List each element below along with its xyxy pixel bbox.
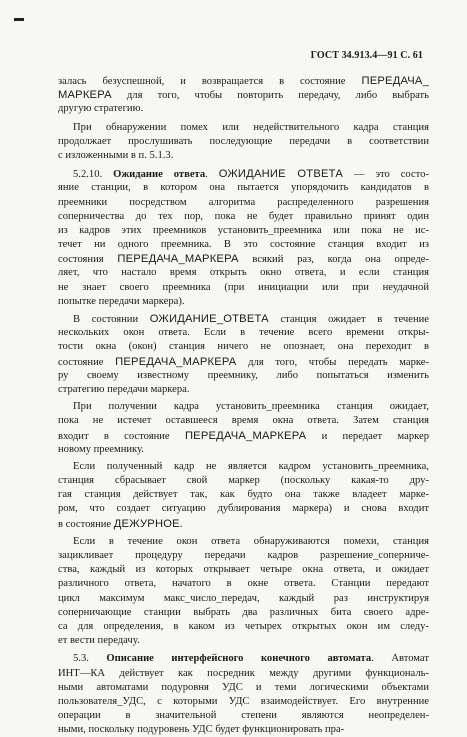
text-run: ными, поскольку подуровень УДС будет функционировать пра- [58,724,345,736]
paragraph [58,312,429,397]
text-run: продолжает прослушивать последующие передачи в соответствии [58,135,429,147]
text-line [58,723,429,737]
text-run: Если в течение окон ответа обнаруживаются помехи, станция [73,535,429,547]
text-run: преемники посредством алгоритма распределенного разрешения [58,196,429,208]
paragraph [58,74,429,117]
text-run: цикл максимум макс_число_передач, каждый раз инструктируя [58,592,429,604]
state-name: ПЕРЕДАЧА_МАРКЕРА [184,429,307,442]
text-line [58,74,429,88]
text-line [58,369,429,383]
text-line [58,121,429,135]
paragraph [58,121,429,164]
paragraph [58,535,429,649]
bold-heading: Ожидание ответа [113,169,206,181]
text-run: входит в состояние [58,430,185,442]
text-line [58,592,429,606]
text-line [58,681,429,695]
paragraph [58,167,429,309]
text-line [58,181,429,195]
running-head: ГОСТ 34.913.4—91 С. 61 [310,50,423,61]
text-line [58,517,429,531]
state-name: ПЕРЕДАЧА_МАРКЕРА [115,355,237,368]
text-run: соперничающие станции выбрать два различных бита своего адре- [58,606,429,618]
text-run: . [179,518,183,530]
text-run: яние станции, в котором она пытается упорядочить кандидатов в [58,182,429,194]
text-run: — это состо- [342,169,429,181]
text-run: другую стратегию. [58,103,144,115]
text-run: новому преемнику. [58,443,144,455]
text-run: в состояние [58,518,114,530]
state-name: ОЖИДАНИЕ ОТВЕТА [218,168,343,181]
text-run: . Автомат [371,653,429,665]
text-line [58,326,429,340]
text-run: зацикливает процедуру передачи кадров разрешение_соперниче- [58,550,429,561]
text-run: Если полученный кадр не является кадром установить_преемника, [73,460,429,472]
text-line [58,88,429,102]
text-run: состояние [58,356,116,368]
text-line [58,474,429,488]
text-line [58,695,429,709]
text-line [58,135,429,149]
text-run: течет ни одного преемника. В это состояние станция входит из [58,239,429,251]
text-run: стратегию передачи маркера. [58,383,190,395]
paragraph [58,652,429,737]
text-run: пока не истечет оставшееся время окна ответа. Затем станция [58,415,429,427]
text-line [58,577,429,591]
text-line [58,709,429,723]
text-line [58,196,429,210]
text-line [58,102,429,116]
text-run: са для определения, в каком из четырех открытых окон им следу- [58,620,429,632]
text-run: соперничества до тех пор, пока не будет правильно принят один [58,210,429,222]
text-line [58,563,429,577]
text-line [58,312,429,326]
text-line [58,400,429,414]
text-run: для того, чтобы повторить передачу, либо выбрать [111,90,429,102]
text-run: станция сбрасывает свой маркер (поскольку какая-то дру- [58,475,429,487]
corner-mark [14,18,24,21]
text-run: из кадров этих преемников установить_преемника или пока не ис- [58,224,429,236]
text-line [58,443,429,457]
text-run: операции в значительной степени являются неопределен- [58,710,429,722]
text-line [58,502,429,516]
text-line [58,652,429,666]
text-line [58,460,429,474]
bold-heading: Описание интерфейсного конечного автомата [106,653,372,665]
text-line [58,667,429,681]
text-run: попытке передачи маркера). [58,295,185,307]
text-run: ет вести передачу. [58,635,140,647]
text-run: нескольких окон ответа. Если в течение всего времени откры- [58,327,429,339]
text-run: залась безуспешной, и возвращается в состояние [58,76,362,87]
text-run: При обнаружении помех или недействительного кадра станция [73,121,429,133]
text-run: гая станция действует так, как будто она также владеет марке- [58,489,429,501]
text-run: состояния [58,254,118,266]
text-run: тости окна (окон) станция ничего не опознает, она переходит в [58,341,429,353]
text-run: 5.3. [73,653,107,665]
text-run: ства, каждый из которых открывает четыре окна ответа, и ожидает [58,564,429,576]
state-name: ПЕРЕДАЧА_ [361,75,429,87]
text-run: ными автоматами подуровня УДС и теми логическими объектами [58,681,429,693]
state-name: ДЕЖУРНОЕ [113,517,180,530]
paragraph [58,460,429,531]
text-line [58,295,429,309]
text-line [58,340,429,354]
text-line [58,167,429,181]
paragraph [58,400,429,457]
text-line [58,606,429,620]
text-run: всякий раз, когда она опреде- [238,254,429,266]
text-run: ру своему известному преемнику, либо попытаться изменить [58,369,429,381]
text-line [58,355,429,369]
text-run: для того, чтобы передать марке- [236,356,429,368]
text-run: 5.2.10. [73,169,114,181]
text-line [58,634,429,648]
text-line [58,383,429,397]
text-run: различного ответа, начатого в окне ответа. Станции передают [58,578,429,590]
text-run: . [205,169,219,181]
text-line [58,620,429,634]
text-run: станция ожидает в течение [268,314,429,325]
text-run: и передает маркер [306,430,429,442]
text-line [58,549,429,563]
text-line [58,414,429,428]
text-run: В состоянии [73,314,150,325]
text-run: ром, что создает ситуацию дублирования маркера) и снова входит [58,503,429,515]
text-run: с изложенными в п. 5.1.3. [58,149,174,161]
text-line [58,252,429,266]
state-name: МАРКЕРА [58,89,112,102]
text-run: ляет, что настало время открыть окно ответа, и если станция [58,267,429,279]
body-text [58,74,429,737]
text-line [58,488,429,502]
text-run: При получении кадра установить_преемника станция ожидает, [73,401,429,413]
text-line [58,429,429,443]
text-line [58,535,429,549]
text-line [58,266,429,280]
state-name: ОЖИДАНИЕ_ОТВЕТА [149,313,269,325]
text-run: ИНТ—КА действует как посредник между другими функциональ- [58,667,429,679]
text-line [58,149,429,163]
text-run: не знает своего преемника (при инициации или при неудачной [58,281,429,293]
text-line [58,238,429,252]
text-line [58,224,429,238]
text-line [58,210,429,224]
text-run: пользователя_УДС, с которыми УДС взаимодействует. Его внутренние [58,695,429,707]
state-name: ПЕРЕДАЧА_МАРКЕРА [117,253,239,266]
text-line [58,281,429,295]
